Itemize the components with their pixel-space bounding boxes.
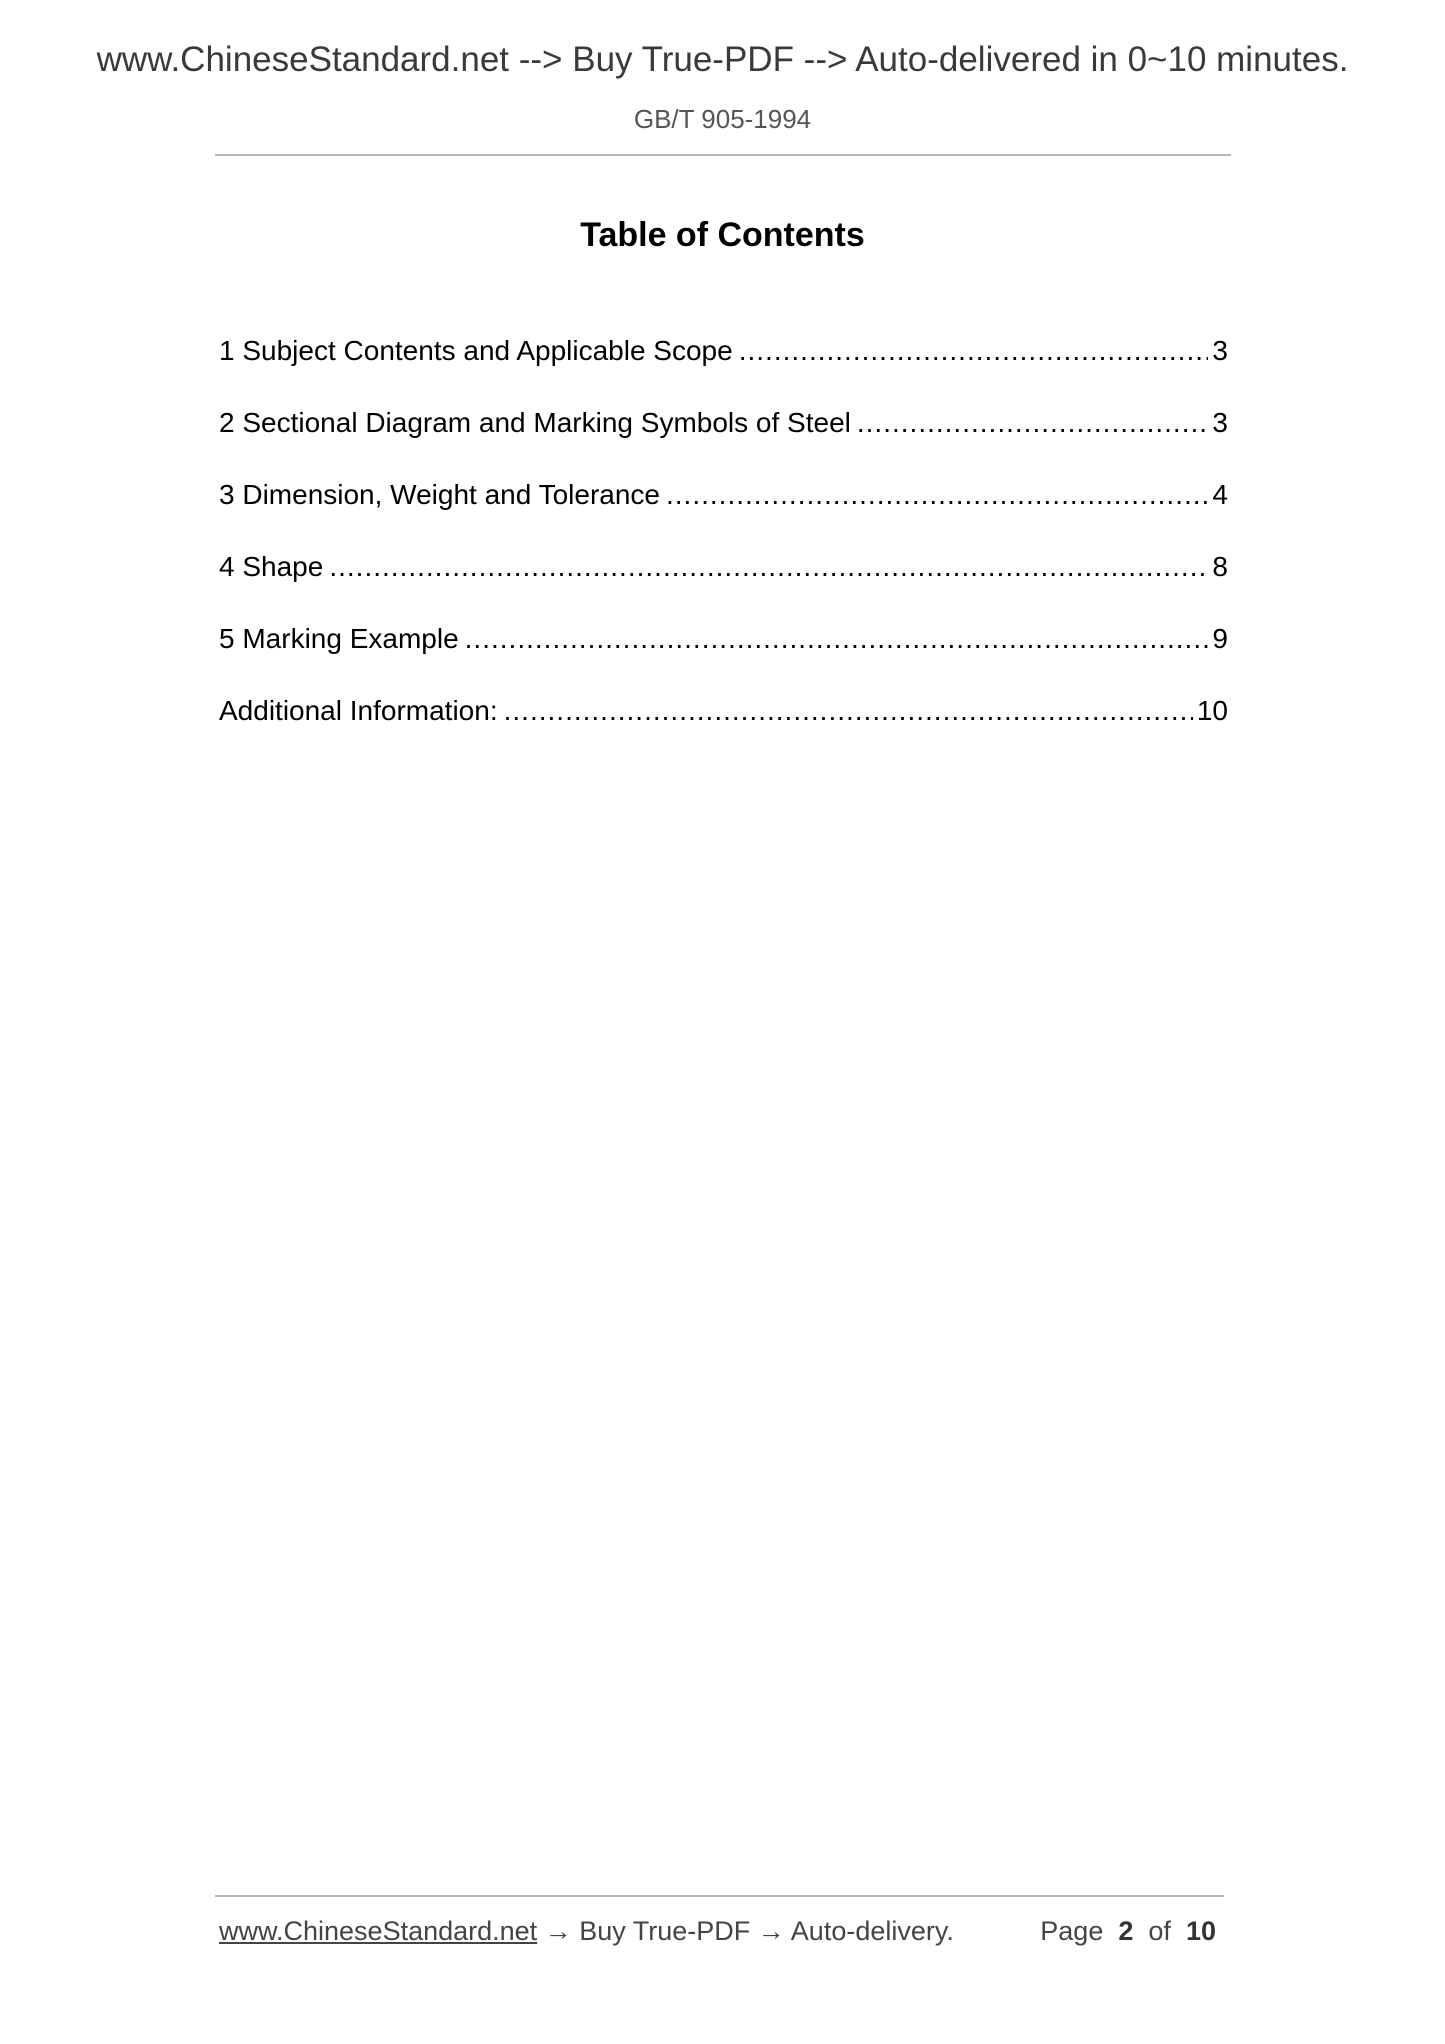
toc-dot-leader bbox=[857, 407, 1209, 439]
current-page-number: 2 bbox=[1118, 1916, 1134, 1946]
page-title: Table of Contents bbox=[580, 216, 865, 254]
toc-entry[interactable] bbox=[219, 479, 1228, 551]
toc-entry[interactable] bbox=[219, 407, 1228, 479]
toc-entry-label: 3 Dimension, Weight and Tolerance bbox=[219, 479, 660, 510]
arrow-right-icon: → bbox=[544, 1916, 572, 1946]
toc-entry-page: 9 bbox=[1212, 623, 1228, 654]
table-of-contents bbox=[219, 335, 1228, 767]
top-banner: www.ChineseStandard.net --> Buy True-PDF --> Auto-delivered in 0~10 minutes. bbox=[96, 40, 1349, 79]
toc-entry-page: 3 bbox=[1212, 407, 1228, 438]
footer-buy-text: Buy True-PDF bbox=[579, 1916, 751, 1946]
toc-entry-label: Additional Information: bbox=[219, 695, 498, 726]
toc-entry-page: 8 bbox=[1212, 551, 1228, 582]
page-indicator bbox=[1040, 1916, 1216, 1947]
toc-dot-leader bbox=[504, 695, 1193, 727]
of-word: of bbox=[1148, 1916, 1171, 1946]
toc-entry-label: 5 Marking Example bbox=[219, 623, 459, 654]
toc-dot-leader bbox=[739, 335, 1209, 367]
toc-dot-leader bbox=[465, 623, 1209, 655]
footer-delivery-text: Auto-delivery. bbox=[790, 1916, 954, 1946]
toc-entry-label: 1 Subject Contents and Applicable Scope bbox=[219, 335, 733, 366]
document-code: GB/T 905-1994 bbox=[633, 104, 812, 134]
toc-entry-page: 10 bbox=[1196, 695, 1228, 726]
arrow-right-icon: → bbox=[757, 1916, 785, 1946]
footer-divider bbox=[215, 1895, 1224, 1897]
toc-entry-page: 3 bbox=[1212, 335, 1228, 366]
toc-dot-leader bbox=[666, 479, 1208, 511]
total-page-count: 10 bbox=[1185, 1916, 1216, 1946]
toc-dot-leader bbox=[329, 551, 1208, 583]
toc-entry-label: 4 Shape bbox=[219, 551, 324, 582]
toc-entry[interactable] bbox=[219, 551, 1228, 623]
header-divider bbox=[215, 154, 1231, 156]
toc-entry[interactable] bbox=[219, 623, 1228, 695]
toc-entry[interactable] bbox=[219, 335, 1228, 407]
page-word: Page bbox=[1040, 1916, 1104, 1946]
toc-entry-page: 4 bbox=[1212, 479, 1228, 510]
toc-entry-label: 2 Sectional Diagram and Marking Symbols of Steel bbox=[219, 407, 851, 438]
footer-site-link[interactable]: www.ChineseStandard.net bbox=[219, 1916, 538, 1946]
toc-entry[interactable] bbox=[219, 695, 1228, 767]
footer-promo bbox=[219, 1916, 954, 1947]
